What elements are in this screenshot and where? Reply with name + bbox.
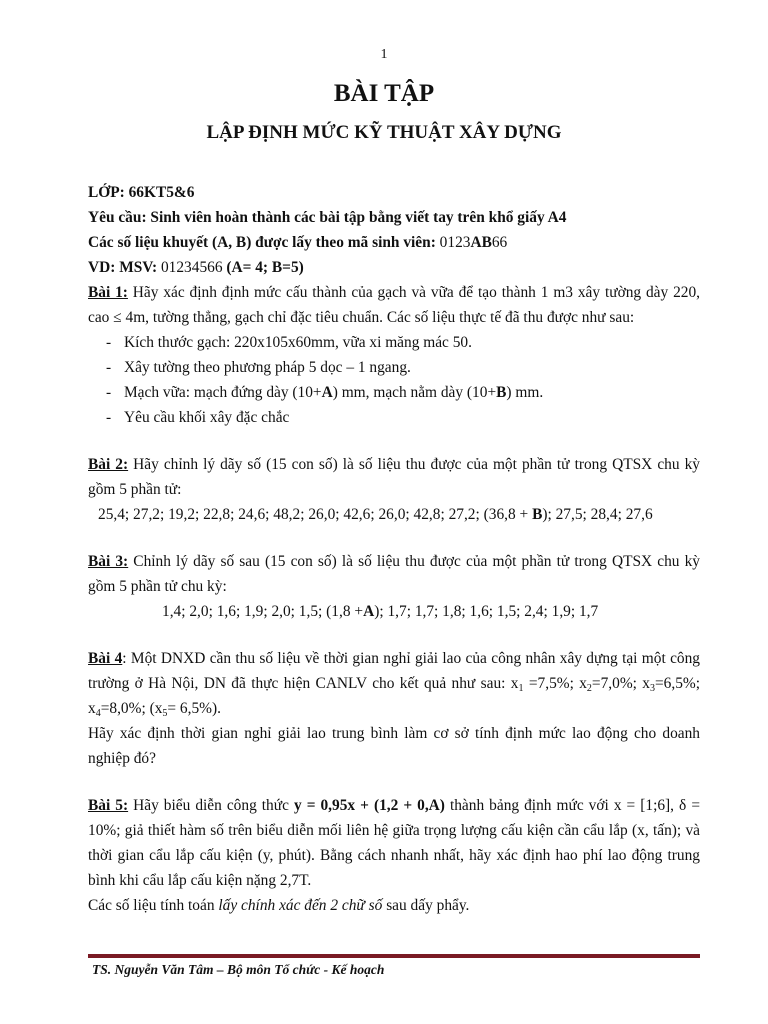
example-values: (A= 4; B=5)	[222, 259, 304, 276]
bai3-series	[88, 599, 700, 624]
bai3-paragraph	[88, 549, 700, 599]
footer-divider	[88, 954, 700, 958]
bai4-value: =6,5%; x	[88, 675, 701, 717]
item-text: Mạch vữa: mạch đứng dày (10+	[124, 384, 322, 401]
bai4-value: =7,0%; x	[591, 675, 650, 692]
series-text: ); 27,5; 28,4; 27,6	[542, 506, 653, 523]
bai4-question: Hãy xác định thời gian nghỉ giải lao trung bình làm cơ sở tính định mức lao động cho doanh nghiệp đó?	[88, 725, 700, 767]
list-item: - Yêu cầu khối xây đặc chắc	[88, 405, 700, 430]
bai4-value: =8,0%; (x	[100, 700, 163, 717]
subscript: 4	[95, 708, 101, 719]
series-text: 1,4; 2,0; 1,6; 1,9; 2,0; 1,5; (1,8 +	[162, 603, 364, 620]
item-var-a: A	[321, 384, 333, 401]
list-item: - Xây tường theo phương pháp 5 dọc – 1 ngang.	[88, 355, 700, 380]
requirement-line: Yêu cầu: Sinh viên hoàn thành các bài tập bằng viết tay trên khổ giấy A4	[88, 209, 567, 226]
note-text: Các số liệu tính toán	[88, 897, 219, 914]
bai5-label: Bài 5:	[88, 797, 129, 814]
bai4-value: = 6,5%).	[167, 700, 221, 717]
bai5-paragraph	[88, 793, 700, 893]
bai1-paragraph	[88, 280, 700, 330]
missing-data-code-3: 66	[491, 234, 508, 251]
note-text: sau dấy phẩy.	[382, 897, 470, 914]
series-text: 25,4; 27,2; 19,2; 22,8; 24,6; 48,2; 26,0; 42,6; 26,0; 42,8; 27,2; (36,8 +	[98, 506, 533, 523]
bai5-formula: y = 0,95x + (1,2 + 0,A)	[293, 797, 445, 814]
bai3-text: Chỉnh lý dãy số sau (15 con số) là số liệu thu được của một phần tử trong QTSX chu kỳ gồm 5 phần tử chu kỳ:	[88, 553, 700, 595]
bai2-label: Bài 2:	[88, 456, 129, 473]
document-subtitle: LẬP ĐỊNH MỨC KỸ THUẬT XÂY DỰNG	[206, 122, 562, 143]
example-prefix: VD: MSV:	[88, 259, 161, 276]
bai1-text: Hãy xác định định mức cấu thành của gạch và vữa để tạo thành 1 m3 xây tường dày 220, cao ≤ 4m, tường thẳng, gạch chỉ đặc tiêu chuẩn. Các số liệu thực tế đã thu được như sau:	[88, 284, 700, 326]
series-text: ); 1,7; 1,7; 1,8; 1,6; 1,5; 2,4; 1,9; 1,7	[374, 603, 599, 620]
note-italic: lấy chính xác đến 2 chữ số	[218, 897, 383, 914]
item-var-b: B	[496, 384, 507, 401]
subscript: 3	[650, 683, 655, 694]
footer-author: TS. Nguyễn Văn Tâm – Bộ môn Tổ chức - Kế hoạch	[92, 962, 385, 977]
page-number: 1	[380, 47, 388, 62]
list-item	[88, 380, 700, 405]
bai2-paragraph	[88, 452, 700, 502]
bai1-list	[88, 330, 700, 430]
bai5-note	[88, 893, 700, 918]
missing-data-code-2: AB	[470, 234, 492, 251]
subscript: 5	[162, 708, 168, 719]
bai4-label: Bài 4	[88, 650, 123, 667]
item-text: ) mm.	[506, 384, 544, 401]
subscript: 1	[518, 683, 524, 694]
bai5-text: Hãy biểu diễn công thức	[128, 797, 294, 814]
example-code: 01234566	[160, 259, 223, 276]
series-var-b: B	[532, 506, 543, 523]
class-line: LỚP: 66KT5&6	[88, 184, 195, 201]
missing-data-line	[88, 230, 700, 255]
bai4-value: =7,5%; x	[523, 675, 587, 692]
document-body	[88, 180, 700, 918]
bai2-text: Hãy chỉnh lý dãy số (15 con số) là số liệu thu được của một phần tử trong QTSX chu kỳ gồm 5 phần tử:	[88, 456, 700, 498]
bai2-series	[88, 502, 700, 527]
bai3-label: Bài 3:	[88, 553, 129, 570]
document-title: BÀI TẬP	[333, 80, 435, 107]
bai5-text: thành bảng định mức với x = [1;6], δ = 10%; giả thiết hàm số trên biểu diễn mối liên hệ giữa trọng lượng cấu kiện cần cẩu lắp (x, tấn); và thời gian cẩu lắp cấu kiện (y, phút). Bằng cách nhanh nhất, hãy xác định hao phí lao động trung bình khi cẩu lắp cấu kiện nặng 2,7T.	[88, 797, 700, 889]
subscript: 2	[586, 683, 592, 694]
missing-data-prefix: Các số liệu khuyết (A, B) được lấy theo mã sinh viên:	[88, 234, 440, 251]
bai4-text: : Một DNXD cần thu số liệu về thời gian nghỉ giải lao của công nhân xây dựng tại một công trường ở Hà Nội, DN đã thực hiện CANLV cho kết quả như sau: x	[88, 650, 701, 692]
example-line	[88, 255, 700, 280]
bai1-label: Bài 1:	[88, 284, 128, 301]
bai4-paragraph	[88, 646, 700, 721]
item-text: ) mm, mạch nằm dày (10+	[332, 384, 497, 401]
series-var-a: A	[363, 603, 375, 620]
list-item: - Kích thước gạch: 220x105x60mm, vữa xi măng mác 50.	[88, 330, 700, 355]
missing-data-code-1: 0123	[439, 234, 471, 251]
